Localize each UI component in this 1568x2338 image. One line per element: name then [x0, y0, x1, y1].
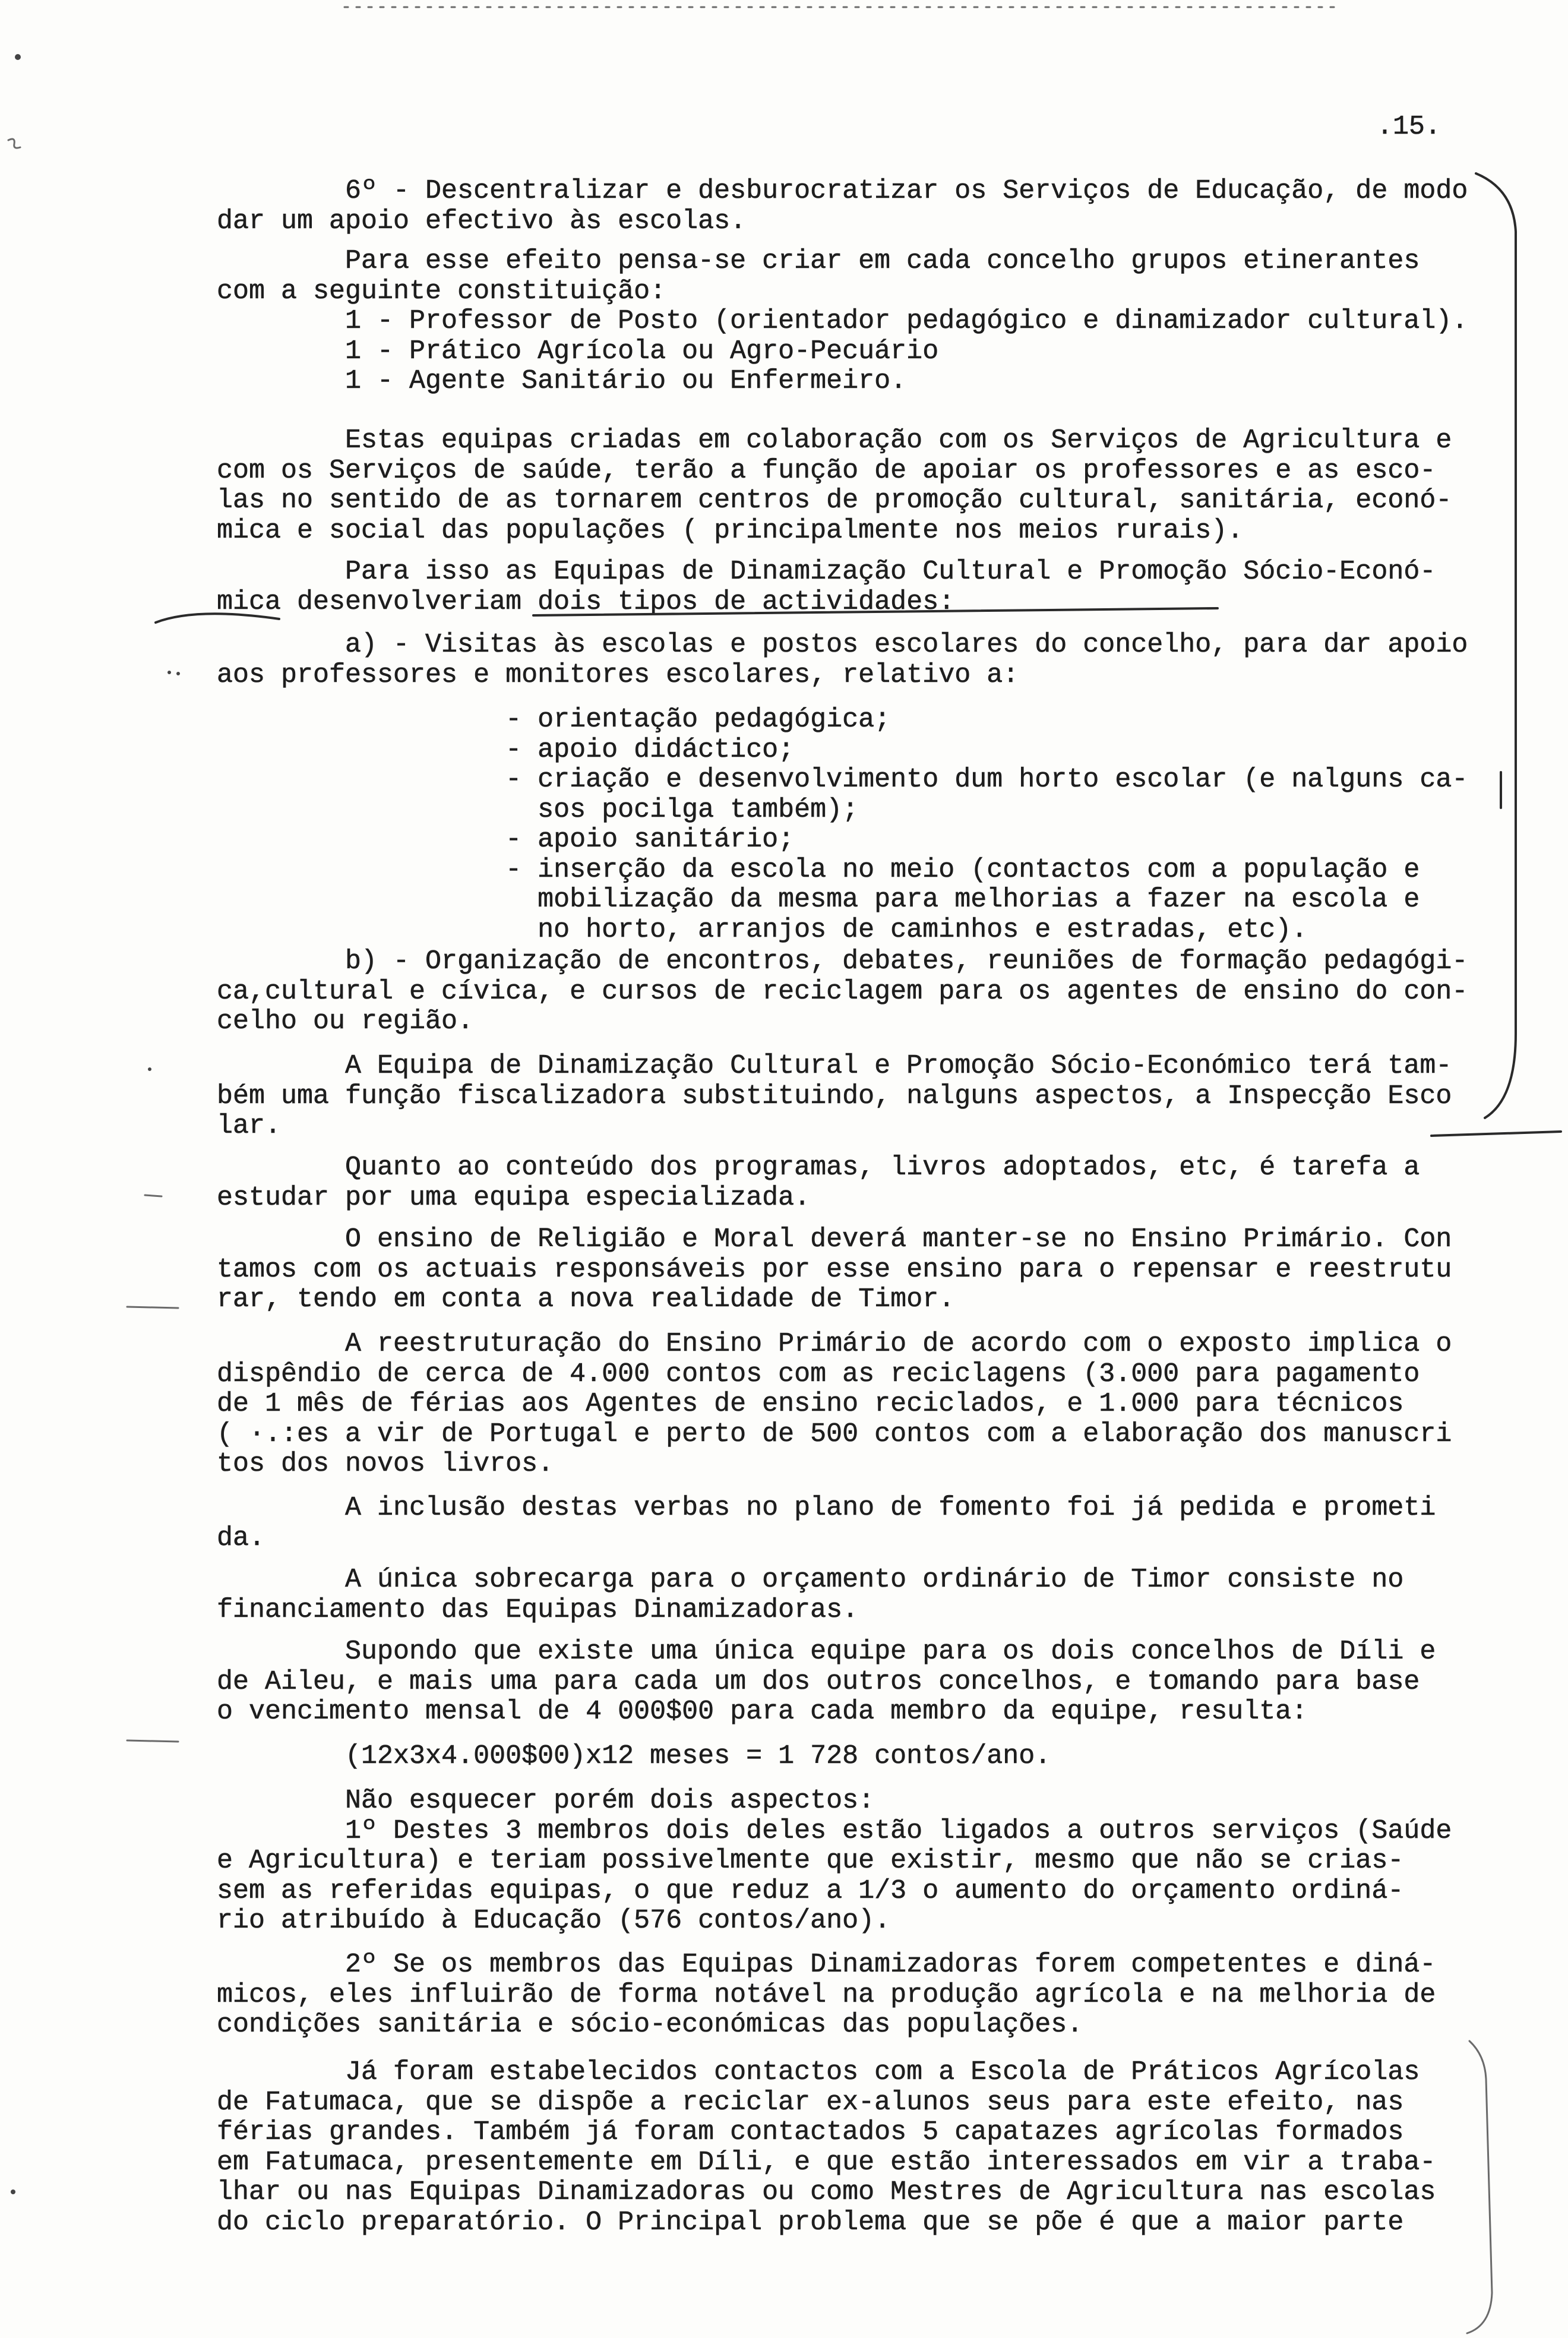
text-line: estudar por uma equipa especializada. [217, 1182, 811, 1213]
list-item: - apoio didáctico; [505, 734, 795, 765]
text-line: Já foram estabelecidos contactos com a Escola de Práticos Agrícolas [345, 2057, 1420, 2087]
paragraph-descentralizar [217, 176, 1523, 236]
text-line: tos dos novos livros. [217, 1449, 554, 1479]
paragraph-ja-foram [217, 2058, 1523, 2238]
text-line: a) - Visitas às escolas e postos escolares do concelho, para dar apoio [345, 630, 1468, 660]
paragraph-b-organizacao [217, 947, 1523, 1037]
left-margin-dash [145, 1195, 162, 1196]
text-line: A Equipa de Dinamização Cultural e Promoção Sócio-Económico terá tam- [345, 1051, 1452, 1081]
paragraph-para-isso [217, 557, 1523, 617]
text-line: O ensino de Religião e Moral deverá manter-se no Ensino Primário. Con [345, 1224, 1452, 1255]
page-number: .15. [1377, 112, 1441, 142]
text-line: b) - Organização de encontros, debates, reuniões de formação pedagógi- [345, 946, 1468, 977]
text-line: bém uma função fiscalizadora substituindo, nalguns aspectos, a Inspecção Esco [217, 1080, 1452, 1111]
paragraph-inclusao [217, 1493, 1523, 1553]
list-item: - criação e desenvolvimento dum horto escolar (e nalguns ca- [505, 764, 1468, 795]
text-line: celho ou região. [217, 1006, 474, 1037]
list-item: 1 - Professor de Posto (orientador pedagógico e dinamizador cultural). [345, 306, 1468, 336]
text-line: 2º Se os membros das Equipas Dinamizadoras forem competentes e diná- [345, 1950, 1436, 1980]
text-line: 6º - Descentralizar e desburocratizar os Serviços de Educação, de modo [345, 176, 1468, 206]
left-margin-dash [127, 1307, 178, 1308]
text-line: condições sanitária e sócio-económicas das populações. [217, 2010, 1083, 2040]
text-line: A inclusão destas verbas no plano de fomento foi já pedida e prometi [345, 1493, 1436, 1523]
paragraph-grupos-itinerantes [217, 247, 1523, 397]
text-line: lar. [217, 1111, 282, 1141]
text-line: A reestruturação do Ensino Primário de acordo com o exposto implica o [345, 1329, 1452, 1359]
text-line: de Aileu, e mais uma para cada um dos outros concelhos, e tomando para base [217, 1666, 1420, 1697]
text-line: o vencimento mensal de 4 000$00 para cada membro da equipe, resulta: [217, 1696, 1308, 1727]
activity-list [217, 705, 1523, 945]
text-line: com a seguinte constituição: [217, 276, 666, 307]
text-line: las no sentido de as tornarem centros de promoção cultural, sanitária, econó- [217, 485, 1452, 516]
text-line: ca,cultural e cívica, e cursos de reciclagem para os agentes de ensino do con- [217, 976, 1468, 1007]
paragraph-quanto [217, 1153, 1523, 1213]
list-item: 1 - Prático Agrícola ou Agro-Pecuário [345, 336, 939, 367]
paragraph-estas-equipas [217, 426, 1523, 546]
text-line: rar, tendo em conta a nova realidade de Timor. [217, 1284, 955, 1315]
text-line: A única sobrecarga para o orçamento ordinário de Timor consiste no [345, 1565, 1404, 1595]
calculation-line [217, 1742, 1523, 1772]
text-line: de 1 mês de férias aos Agentes de ensino reciclados, e 1.000 para técnicos [217, 1389, 1404, 1419]
text-line: sem as referidas equipas, o que reduz a 1/3 o aumento do orçamento ordiná- [217, 1875, 1404, 1906]
list-item-continuation: mobilização da mesma para melhorias a fazer na escola e [538, 884, 1420, 915]
text-line: rio atribuído à Educação (576 contos/ano). [217, 1906, 891, 1936]
text-line: ( ·.:es a vir de Portugal e perto de 500 contos com a elaboração dos manuscri [217, 1418, 1452, 1449]
text-line: Para isso as Equipas de Dinamização Cultural e Promoção Sócio-Econó- [345, 557, 1436, 587]
list-item: 1 - Agente Sanitário ou Enfermeiro. [345, 366, 907, 396]
text-line: financiamento das Equipas Dinamizadoras. [217, 1594, 859, 1625]
scan-dot [167, 671, 171, 674]
text-line: aos professores e monitores escolares, relativo a: [217, 659, 1019, 690]
text-line: mica desenvolveriam dois tipos de actividades: [217, 586, 955, 617]
text-line: Quanto ao conteúdo dos programas, livros adoptados, etc, é tarefa a [345, 1152, 1420, 1183]
text-line: Supondo que existe uma única equipe para os dois concelhos de Díli e [345, 1636, 1436, 1667]
scan-dot [176, 672, 180, 675]
text-line: férias grandes. Também já foram contactados 5 capatazes agrícolas formados [217, 2117, 1404, 2147]
list-item: - orientação pedagógica; [505, 704, 891, 735]
text-line: e Agricultura) e teriam possivelmente que existir, mesmo que não se crias- [217, 1846, 1404, 1876]
text-line: Para esse efeito pensa-se criar em cada concelho grupos etinerantes [345, 246, 1420, 276]
list-item: - inserção da escola no meio (contactos com a população e [505, 854, 1420, 885]
paragraph-supondo [217, 1637, 1523, 1727]
text-line: tamos com os actuais responsáveis por esse ensino para o repensar e reestrutu [217, 1254, 1452, 1285]
text-line: em Fatumaca, presentemente em Díli, e que estão interessados em vir a traba- [217, 2147, 1436, 2178]
text-line: da. [217, 1522, 265, 1553]
list-item: - apoio sanitário; [505, 824, 795, 855]
text-line: de Fatumaca, que se dispõe a reciclar ex-alunos seus para este efeito, nas [217, 2087, 1404, 2118]
text-line: dispêndio de cerca de 4.000 contos com as reciclagens (3.000 para pagamento [217, 1358, 1420, 1389]
text-line: lhar ou nas Equipas Dinamizadoras ou como Mestres de Agricultura nas escolas [217, 2177, 1436, 2207]
left-margin-dash [127, 1740, 178, 1742]
text-line: (12x3x4.000$00)x12 meses = 1 728 contos/ano. [345, 1741, 1051, 1771]
paragraph-religiao-moral [217, 1225, 1523, 1315]
scan-dot [148, 1067, 151, 1071]
list-item-continuation: no horto, arranjos de caminhos e estradas, etc). [538, 914, 1308, 945]
paragraph-nao-esquecer [217, 1786, 1523, 1936]
left-margin-mark [8, 139, 20, 148]
scan-dot [11, 2189, 15, 2194]
text-line: com os Serviços de saúde, terão a função de apoiar os professores e as esco- [217, 455, 1436, 486]
text-line: dar um apoio efectivo às escolas. [217, 206, 747, 236]
paragraph-a-visitas [217, 630, 1523, 690]
text-line: micos, eles influirão de forma notável na produção agrícola e na melhoria de [217, 1979, 1436, 2010]
paragraph-unica-sobrecarga [217, 1565, 1523, 1625]
paragraph-a-equipa [217, 1051, 1523, 1142]
paragraph-segundo-aspecto [217, 1950, 1523, 2040]
text-line: Não esquecer porém dois aspectos: [345, 1786, 875, 1816]
scan-dot [15, 54, 21, 60]
list-item-continuation: sos pocilga também); [538, 794, 859, 825]
text-line: do ciclo preparatório. O Principal problema que se põe é que a maior parte [217, 2207, 1404, 2238]
paragraph-reestruturacao [217, 1329, 1523, 1480]
text-line: mica e social das populações ( principalmente nos meios rurais). [217, 515, 1244, 546]
text-line: 1º Destes 3 membros dois deles estão ligados a outros serviços (Saúde [345, 1815, 1452, 1846]
text-line: Estas equipas criadas em colaboração com os Serviços de Agricultura e [345, 425, 1452, 456]
